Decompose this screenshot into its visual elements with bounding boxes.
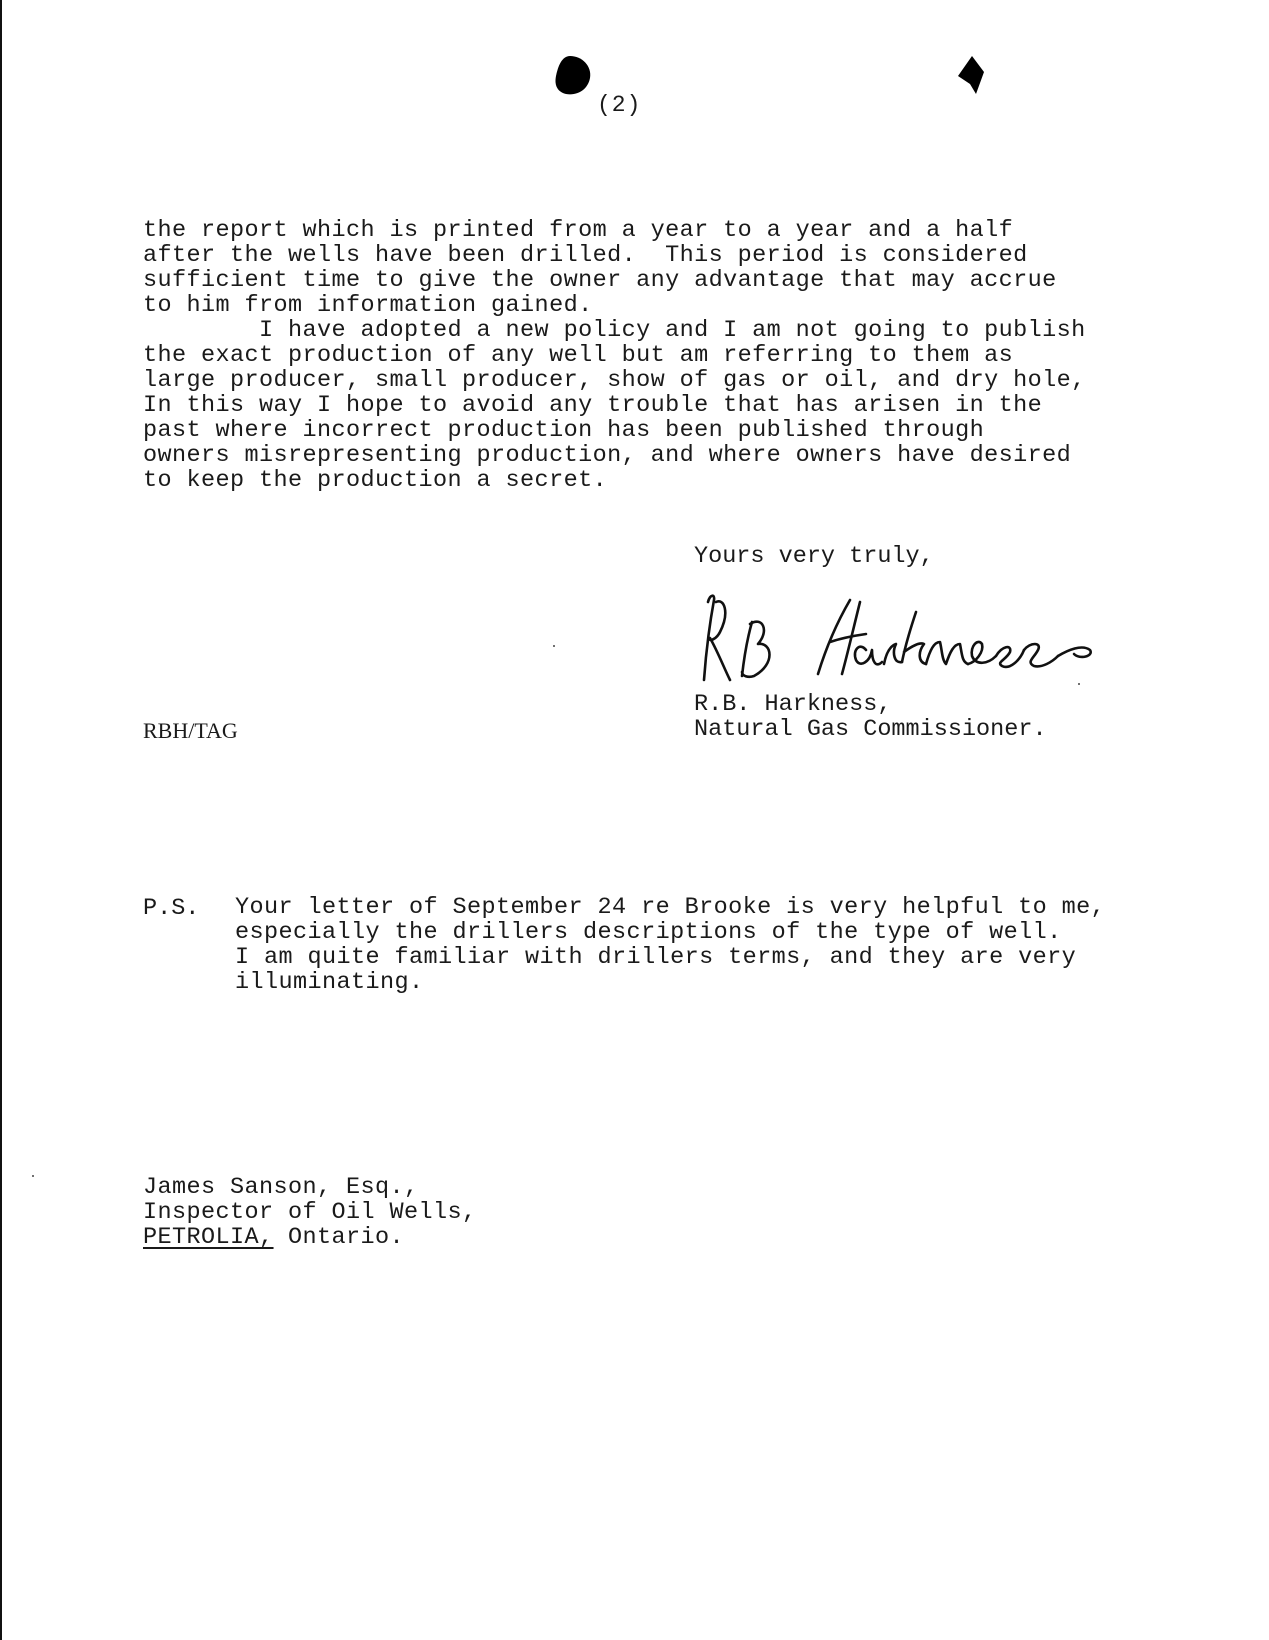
body-line: I have adopted a new policy and I am not going to publish (143, 317, 1086, 344)
signatory-block (694, 692, 1047, 742)
body-line: to keep the production a secret. (143, 467, 608, 494)
punch-hole-mark-right (954, 54, 988, 96)
recipient-town: PETROLIA, (143, 1224, 274, 1251)
body-line: after the wells have been drilled. This period is considered (143, 242, 1028, 269)
postscript-label: P.S. (143, 895, 200, 922)
postscript-line: illuminating. (235, 969, 424, 996)
paper-speck (553, 645, 555, 647)
postscript-body (235, 895, 1105, 995)
body-line: past where incorrect production has been published through (143, 417, 985, 444)
body-line: the report which is printed from a year to a year and a half (143, 217, 1014, 244)
recipient-address (143, 1175, 477, 1250)
recipient-name: James Sanson, Esq., (143, 1174, 419, 1201)
postscript-line: I am quite familiar with drillers terms, and they are very (235, 944, 1077, 971)
paper-speck (1078, 683, 1080, 685)
body-line: large producer, small producer, show of gas or oil, and dry hole, (143, 367, 1086, 394)
recipient-location (143, 1225, 477, 1250)
paper-speck (32, 1175, 34, 1177)
postscript-line: Your letter of September 24 re Brooke is very helpful to me, (235, 894, 1106, 921)
body-line: In this way I hope to avoid any trouble that has arisen in the (143, 392, 1043, 419)
recipient-province: Ontario. (273, 1224, 405, 1251)
handwritten-signature (690, 572, 1220, 702)
body-line: owners misrepresenting production, and where owners have desired (143, 442, 1072, 469)
reference-initials: RBH/TAG (143, 718, 238, 743)
postscript-line: especially the drillers descriptions of the type of well. (235, 919, 1062, 946)
closing-salutation: Yours very truly, (694, 543, 934, 570)
punch-hole-mark-left (552, 54, 596, 98)
recipient-position: Inspector of Oil Wells, (143, 1199, 477, 1226)
page-edge-line (0, 0, 2, 1640)
signatory-name: R.B. Harkness, (694, 691, 892, 718)
letter-body (143, 218, 1086, 493)
body-line: the exact production of any well but am referring to them as (143, 342, 1014, 369)
page-number: (2) (597, 92, 642, 118)
signatory-title: Natural Gas Commissioner. (694, 716, 1047, 743)
body-line: to him from information gained. (143, 292, 593, 319)
body-line: sufficient time to give the owner any advantage that may accrue (143, 267, 1057, 294)
